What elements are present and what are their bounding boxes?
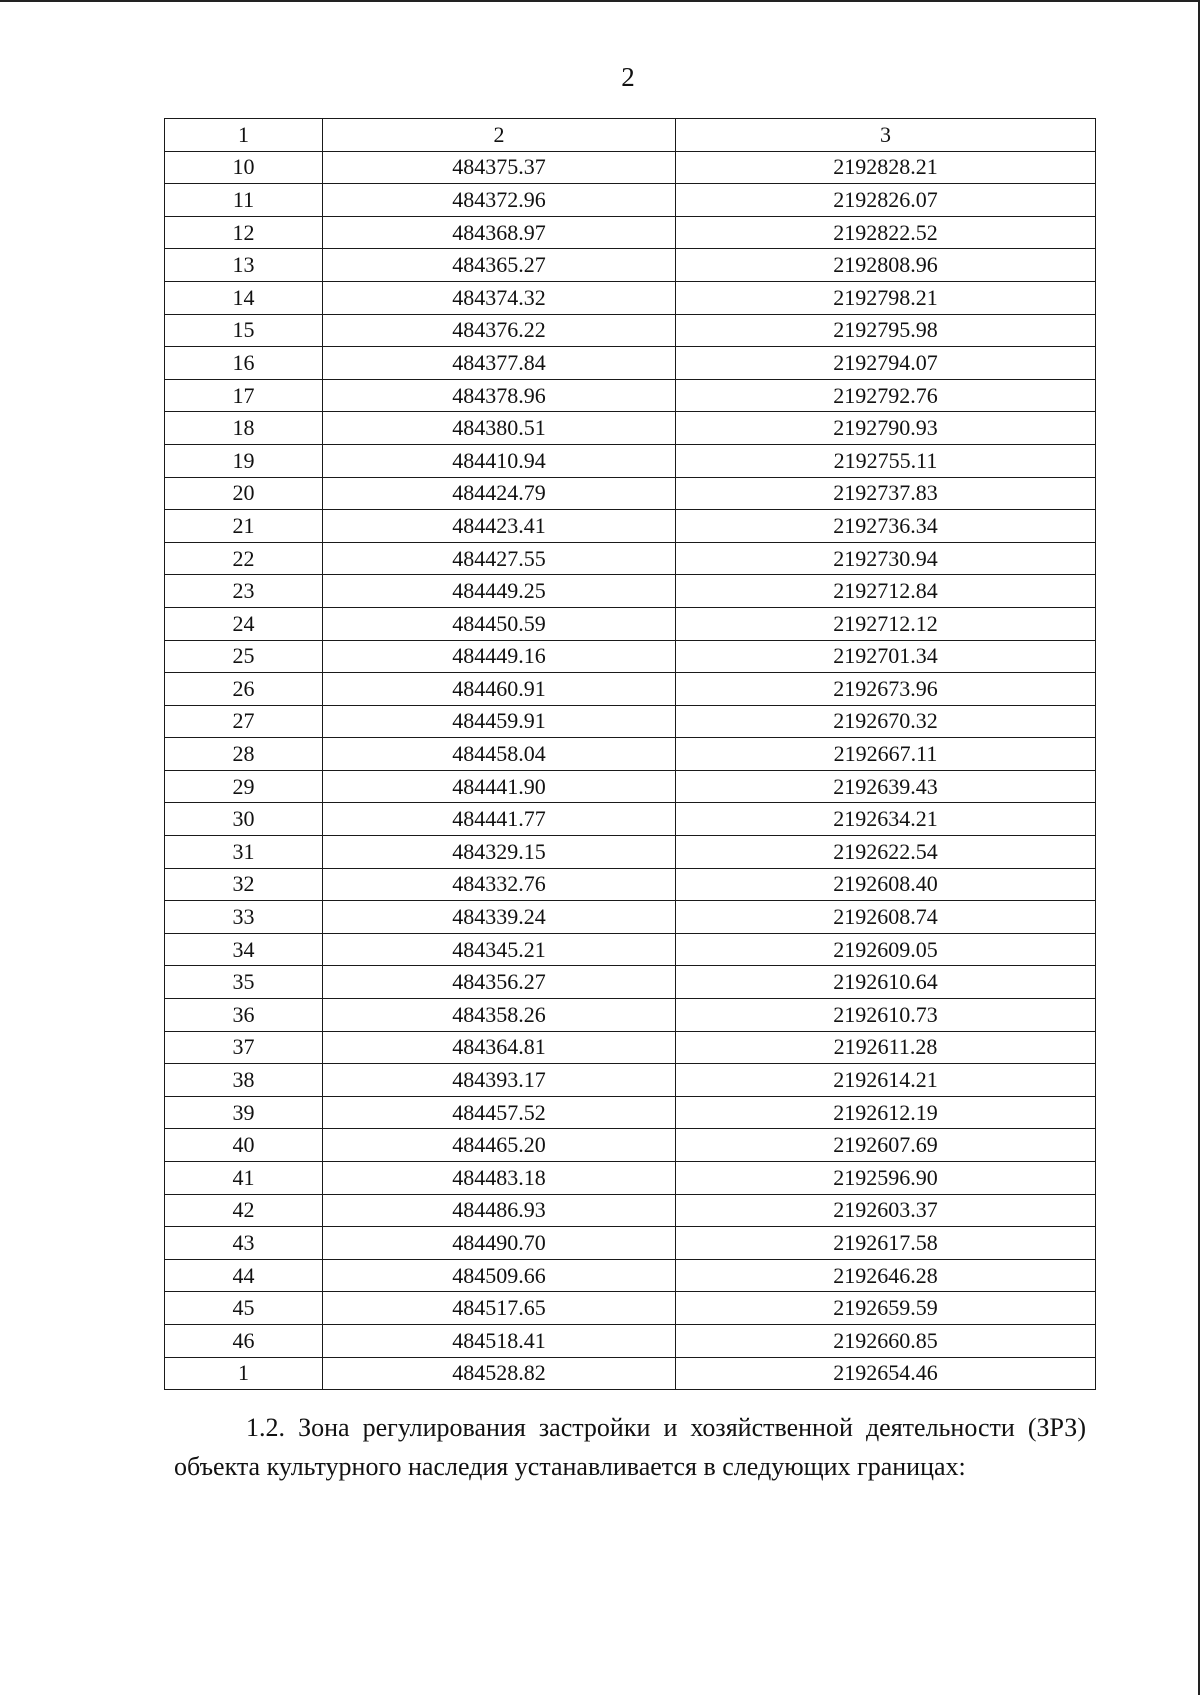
cell-x-coordinate: 484378.96: [323, 379, 676, 412]
cell-x-coordinate: 484364.81: [323, 1031, 676, 1064]
cell-x-coordinate: 484427.55: [323, 542, 676, 575]
cell-y-coordinate: 2192607.69: [676, 1129, 1096, 1162]
cell-point-number: 12: [165, 216, 323, 249]
cell-y-coordinate: 2192612.19: [676, 1096, 1096, 1129]
cell-x-coordinate: 484509.66: [323, 1259, 676, 1292]
cell-point-number: 37: [165, 1031, 323, 1064]
cell-point-number: 29: [165, 770, 323, 803]
cell-point-number: 21: [165, 510, 323, 543]
cell-y-coordinate: 2192670.32: [676, 705, 1096, 738]
cell-y-coordinate: 2192798.21: [676, 281, 1096, 314]
table-row: [165, 738, 1096, 771]
cell-point-number: 43: [165, 1227, 323, 1260]
cell-x-coordinate: 484449.16: [323, 640, 676, 673]
cell-y-coordinate: 2192659.59: [676, 1292, 1096, 1325]
cell-point-number: 42: [165, 1194, 323, 1227]
cell-x-coordinate: 484424.79: [323, 477, 676, 510]
cell-y-coordinate: 2192646.28: [676, 1259, 1096, 1292]
cell-y-coordinate: 2192794.07: [676, 347, 1096, 380]
cell-y-coordinate: 2192736.34: [676, 510, 1096, 543]
cell-point-number: 46: [165, 1324, 323, 1357]
cell-x-coordinate: 484393.17: [323, 1064, 676, 1097]
table-body: [165, 151, 1096, 1390]
page-top-edge: [0, 0, 1200, 2]
cell-x-coordinate: 484517.65: [323, 1292, 676, 1325]
cell-x-coordinate: 484450.59: [323, 607, 676, 640]
table-row: [165, 379, 1096, 412]
cell-y-coordinate: 2192667.11: [676, 738, 1096, 771]
cell-y-coordinate: 2192792.76: [676, 379, 1096, 412]
paragraph-text: 1.2. Зона регулирования застройки и хозяйственной деятельности (ЗРЗ) объекта культурного наследия устанавливается в следующих границах:: [174, 1413, 1086, 1481]
cell-x-coordinate: 484457.52: [323, 1096, 676, 1129]
table-row: [165, 1357, 1096, 1390]
cell-y-coordinate: 2192614.21: [676, 1064, 1096, 1097]
cell-point-number: 1: [165, 1357, 323, 1390]
cell-point-number: 27: [165, 705, 323, 738]
table-row: [165, 673, 1096, 706]
cell-y-coordinate: 2192660.85: [676, 1324, 1096, 1357]
table-row: [165, 542, 1096, 575]
cell-point-number: 41: [165, 1162, 323, 1195]
cell-y-coordinate: 2192608.74: [676, 901, 1096, 934]
cell-y-coordinate: 2192737.83: [676, 477, 1096, 510]
cell-point-number: 30: [165, 803, 323, 836]
cell-x-coordinate: 484358.26: [323, 999, 676, 1032]
cell-y-coordinate: 2192730.94: [676, 542, 1096, 575]
cell-x-coordinate: 484490.70: [323, 1227, 676, 1260]
cell-x-coordinate: 484458.04: [323, 738, 676, 771]
cell-point-number: 20: [165, 477, 323, 510]
cell-y-coordinate: 2192617.58: [676, 1227, 1096, 1260]
table-row: [165, 575, 1096, 608]
cell-point-number: 36: [165, 999, 323, 1032]
cell-y-coordinate: 2192611.28: [676, 1031, 1096, 1064]
cell-point-number: 17: [165, 379, 323, 412]
cell-point-number: 31: [165, 836, 323, 869]
cell-y-coordinate: 2192822.52: [676, 216, 1096, 249]
cell-x-coordinate: 484375.37: [323, 151, 676, 184]
cell-point-number: 18: [165, 412, 323, 445]
cell-x-coordinate: 484380.51: [323, 412, 676, 445]
cell-point-number: 19: [165, 444, 323, 477]
cell-point-number: 40: [165, 1129, 323, 1162]
cell-y-coordinate: 2192634.21: [676, 803, 1096, 836]
table-row: [165, 901, 1096, 934]
cell-point-number: 34: [165, 933, 323, 966]
table-row: [165, 347, 1096, 380]
cell-point-number: 16: [165, 347, 323, 380]
table-row: [165, 510, 1096, 543]
table-row: [165, 705, 1096, 738]
cell-x-coordinate: 484368.97: [323, 216, 676, 249]
cell-point-number: 24: [165, 607, 323, 640]
table-row: [165, 1031, 1096, 1064]
cell-y-coordinate: 2192654.46: [676, 1357, 1096, 1390]
cell-point-number: 13: [165, 249, 323, 282]
cell-x-coordinate: 484441.90: [323, 770, 676, 803]
cell-point-number: 35: [165, 966, 323, 999]
table-row: [165, 314, 1096, 347]
column-header-point: 1: [165, 119, 323, 152]
cell-x-coordinate: 484374.32: [323, 281, 676, 314]
cell-x-coordinate: 484441.77: [323, 803, 676, 836]
table-row: [165, 477, 1096, 510]
cell-x-coordinate: 484465.20: [323, 1129, 676, 1162]
table-row: [165, 249, 1096, 282]
table-row: [165, 1292, 1096, 1325]
cell-x-coordinate: 484377.84: [323, 347, 676, 380]
coordinates-table: [164, 118, 1096, 1390]
cell-x-coordinate: 484459.91: [323, 705, 676, 738]
table-row: [165, 999, 1096, 1032]
cell-point-number: 33: [165, 901, 323, 934]
table-row: [165, 444, 1096, 477]
table-row: [165, 1096, 1096, 1129]
cell-x-coordinate: 484423.41: [323, 510, 676, 543]
table-row: [165, 1194, 1096, 1227]
table-row: [165, 868, 1096, 901]
table-row: [165, 1129, 1096, 1162]
column-header-y: 3: [676, 119, 1096, 152]
cell-y-coordinate: 2192639.43: [676, 770, 1096, 803]
cell-y-coordinate: 2192790.93: [676, 412, 1096, 445]
cell-x-coordinate: 484356.27: [323, 966, 676, 999]
table-row: [165, 803, 1096, 836]
cell-point-number: 15: [165, 314, 323, 347]
table-row: [165, 640, 1096, 673]
cell-y-coordinate: 2192828.21: [676, 151, 1096, 184]
table-row: [165, 1227, 1096, 1260]
cell-x-coordinate: 484486.93: [323, 1194, 676, 1227]
cell-x-coordinate: 484410.94: [323, 444, 676, 477]
cell-y-coordinate: 2192826.07: [676, 184, 1096, 217]
cell-y-coordinate: 2192673.96: [676, 673, 1096, 706]
cell-x-coordinate: 484332.76: [323, 868, 676, 901]
cell-y-coordinate: 2192795.98: [676, 314, 1096, 347]
table-row: [165, 1064, 1096, 1097]
cell-y-coordinate: 2192610.64: [676, 966, 1096, 999]
table-row: [165, 1259, 1096, 1292]
cell-x-coordinate: 484376.22: [323, 314, 676, 347]
cell-point-number: 28: [165, 738, 323, 771]
cell-y-coordinate: 2192603.37: [676, 1194, 1096, 1227]
table-row: [165, 607, 1096, 640]
cell-y-coordinate: 2192596.90: [676, 1162, 1096, 1195]
table-row: [165, 151, 1096, 184]
cell-y-coordinate: 2192712.84: [676, 575, 1096, 608]
cell-y-coordinate: 2192701.34: [676, 640, 1096, 673]
cell-y-coordinate: 2192808.96: [676, 249, 1096, 282]
table-row: [165, 216, 1096, 249]
table-row: [165, 933, 1096, 966]
cell-y-coordinate: 2192610.73: [676, 999, 1096, 1032]
table-row: [165, 412, 1096, 445]
page-number: 2: [621, 62, 635, 92]
cell-point-number: 39: [165, 1096, 323, 1129]
cell-point-number: 45: [165, 1292, 323, 1325]
cell-x-coordinate: 484483.18: [323, 1162, 676, 1195]
cell-point-number: 14: [165, 281, 323, 314]
cell-point-number: 44: [165, 1259, 323, 1292]
table-row: [165, 966, 1096, 999]
cell-point-number: 25: [165, 640, 323, 673]
cell-point-number: 32: [165, 868, 323, 901]
cell-point-number: 26: [165, 673, 323, 706]
cell-x-coordinate: 484460.91: [323, 673, 676, 706]
table-row: [165, 770, 1096, 803]
cell-x-coordinate: 484372.96: [323, 184, 676, 217]
cell-point-number: 11: [165, 184, 323, 217]
cell-point-number: 10: [165, 151, 323, 184]
table-row: [165, 184, 1096, 217]
cell-point-number: 22: [165, 542, 323, 575]
cell-x-coordinate: 484528.82: [323, 1357, 676, 1390]
cell-x-coordinate: 484345.21: [323, 933, 676, 966]
cell-point-number: 38: [165, 1064, 323, 1097]
column-header-x: 2: [323, 119, 676, 152]
cell-x-coordinate: 484339.24: [323, 901, 676, 934]
zone-description-paragraph: [174, 1408, 1086, 1486]
cell-x-coordinate: 484365.27: [323, 249, 676, 282]
cell-x-coordinate: 484329.15: [323, 836, 676, 869]
cell-point-number: 23: [165, 575, 323, 608]
cell-x-coordinate: 484449.25: [323, 575, 676, 608]
cell-y-coordinate: 2192755.11: [676, 444, 1096, 477]
table-row: [165, 1324, 1096, 1357]
table-row: [165, 1162, 1096, 1195]
cell-y-coordinate: 2192608.40: [676, 868, 1096, 901]
cell-y-coordinate: 2192712.12: [676, 607, 1096, 640]
table-header-row: [165, 119, 1096, 152]
table-row: [165, 281, 1096, 314]
cell-y-coordinate: 2192622.54: [676, 836, 1096, 869]
cell-y-coordinate: 2192609.05: [676, 933, 1096, 966]
table-row: [165, 836, 1096, 869]
cell-x-coordinate: 484518.41: [323, 1324, 676, 1357]
